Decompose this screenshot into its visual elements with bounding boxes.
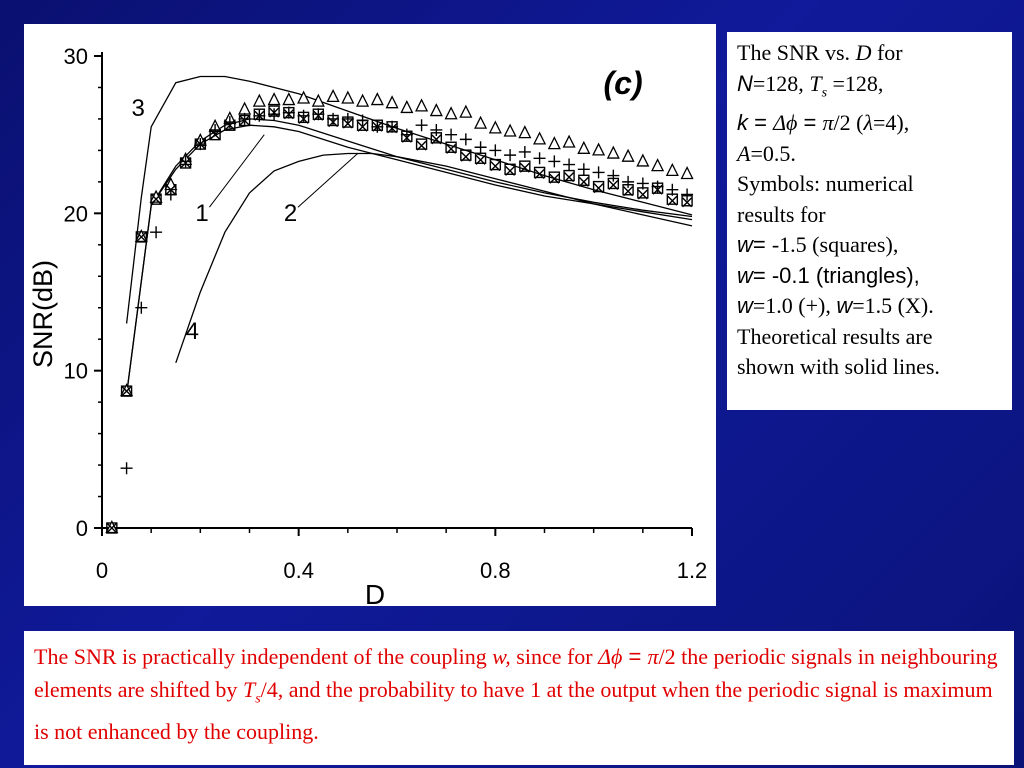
y-tick-label: 10 bbox=[63, 358, 88, 384]
triangle-marker bbox=[283, 94, 294, 105]
theory-curve-1 bbox=[127, 125, 692, 394]
triangle-marker bbox=[342, 92, 353, 103]
plus-marker bbox=[460, 133, 472, 145]
plus-marker bbox=[239, 113, 251, 125]
caption-line-7: w= -1.5 (squares), bbox=[737, 232, 899, 258]
triangle-marker bbox=[401, 101, 412, 112]
triangle-marker bbox=[652, 160, 663, 171]
triangle-marker bbox=[357, 95, 368, 106]
triangle-marker bbox=[623, 150, 634, 161]
caption-line-6: results for bbox=[737, 201, 826, 227]
conclusion-text-box: The SNR is practically independent of the coupling w, since for Δϕ = π/2 the periodic signals in neighbouring elements are shifted by $T_s/4$, and the probability to have 1 at the output when the periodic signal is maximum is not enhanced by the coupling. bbox=[24, 631, 1014, 765]
triangle-marker bbox=[446, 108, 457, 119]
plus-marker bbox=[593, 166, 605, 178]
plus-marker bbox=[430, 124, 442, 136]
triangle-marker bbox=[490, 122, 501, 133]
square-marker bbox=[564, 171, 574, 181]
chart-panel bbox=[24, 24, 716, 606]
plus-marker bbox=[327, 113, 339, 125]
plus-marker bbox=[298, 110, 310, 122]
x-tick-label: 0 bbox=[95, 558, 109, 583]
triangle-marker bbox=[682, 168, 693, 179]
plus-marker bbox=[150, 226, 162, 238]
plus-marker bbox=[519, 146, 531, 158]
caption-box bbox=[727, 32, 1012, 410]
x-tick-label: 0.8 bbox=[480, 558, 511, 583]
triangle-marker bbox=[416, 100, 427, 111]
triangle-marker bbox=[372, 94, 383, 105]
snr-vs-d-chart bbox=[24, 24, 716, 606]
caption-line-1: The SNR vs. D for bbox=[737, 40, 903, 65]
x-tick-label: 1.2 bbox=[676, 558, 708, 583]
plus-marker bbox=[283, 107, 295, 119]
triangle-marker bbox=[564, 136, 575, 147]
y-tick-label: 0 bbox=[75, 516, 88, 541]
curve-label-2: 2 bbox=[283, 200, 298, 228]
plus-marker bbox=[578, 163, 590, 175]
plus-marker bbox=[475, 141, 487, 153]
x-tick-label: 0.4 bbox=[283, 558, 314, 583]
plus-marker bbox=[563, 159, 575, 171]
caption-line-5: Symbols: numerical bbox=[737, 171, 914, 197]
plus-marker bbox=[312, 108, 324, 120]
caption-line-10: Theoretical results are bbox=[737, 323, 933, 349]
caption-line-8: w= -0.1 (triangles), bbox=[737, 262, 920, 288]
plus-marker bbox=[416, 119, 428, 131]
panel-label: (c) bbox=[603, 64, 643, 101]
plus-marker bbox=[180, 155, 192, 167]
caption-line-3: k = Δϕ = π/2 (λ=4), bbox=[737, 110, 910, 136]
triangle-marker bbox=[519, 127, 530, 138]
triangle-marker bbox=[578, 142, 589, 153]
triangle-marker bbox=[269, 94, 280, 105]
triangle-marker bbox=[608, 147, 619, 158]
triangle-marker bbox=[254, 95, 265, 106]
triangle-marker bbox=[593, 144, 604, 155]
plus-marker bbox=[622, 176, 634, 188]
triangle-marker bbox=[328, 90, 339, 101]
x-axis-label: D bbox=[364, 579, 386, 606]
plus-marker bbox=[224, 116, 236, 128]
caption-line-9: w=1.0 (+), w=1.5 (X). bbox=[737, 293, 934, 319]
triangle-marker bbox=[505, 125, 516, 136]
plus-marker bbox=[445, 129, 457, 141]
y-axis-label: SNR(dB) bbox=[28, 259, 58, 369]
caption-line-11: shown with solid lines. bbox=[737, 354, 940, 380]
curve-label-4: 4 bbox=[185, 318, 199, 346]
plus-marker bbox=[607, 170, 619, 182]
theory-curve-4 bbox=[176, 154, 692, 363]
plus-marker bbox=[548, 155, 560, 167]
y-tick-label: 30 bbox=[63, 44, 88, 69]
curve-label-3: 3 bbox=[131, 94, 145, 122]
triangle-marker bbox=[549, 138, 560, 149]
triangle-marker bbox=[460, 106, 471, 117]
plus-marker bbox=[357, 115, 369, 127]
plus-marker bbox=[268, 108, 280, 120]
curve-1-leader bbox=[209, 135, 264, 208]
caption-line-4: A=0.5. bbox=[737, 140, 796, 166]
plus-marker bbox=[534, 152, 546, 164]
triangle-marker bbox=[667, 164, 678, 175]
square-marker bbox=[579, 175, 589, 185]
triangle-marker bbox=[313, 95, 324, 106]
plus-marker bbox=[386, 121, 398, 133]
plus-marker bbox=[489, 144, 501, 156]
square-marker bbox=[417, 139, 427, 149]
theory-curve-3 bbox=[127, 77, 692, 324]
triangle-marker bbox=[637, 155, 648, 166]
triangle-marker bbox=[475, 117, 486, 128]
triangle-marker bbox=[239, 103, 250, 114]
y-tick-label: 20 bbox=[63, 201, 88, 227]
curve-label-1: 1 bbox=[195, 200, 209, 228]
plus-marker bbox=[121, 462, 133, 474]
plus-marker bbox=[652, 181, 664, 193]
curve-2-leader bbox=[298, 154, 358, 208]
triangle-marker bbox=[387, 97, 398, 108]
triangle-marker bbox=[534, 133, 545, 144]
caption-line-2: N=128, $T_s =128$, bbox=[737, 70, 884, 100]
triangle-marker bbox=[431, 105, 442, 116]
theory-curve-2 bbox=[127, 119, 692, 394]
plus-marker bbox=[504, 149, 516, 161]
